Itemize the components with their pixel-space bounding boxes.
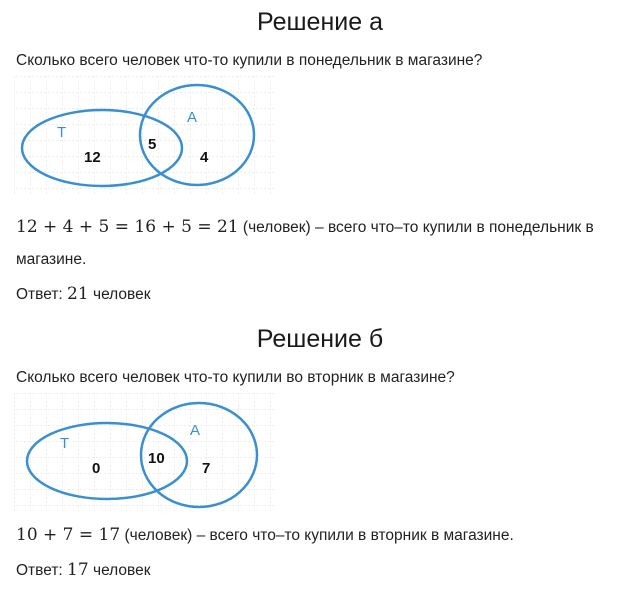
calculation-a-continued: магазине. bbox=[16, 251, 87, 268]
answer-b-value: 17 bbox=[67, 560, 89, 580]
question-b: Сколько всего человек что-то купили во вторник в магазине? bbox=[16, 369, 455, 386]
answer-b bbox=[16, 560, 150, 580]
calculation-a-math: 12 + 4 + 5 = 16 + 5 = 21 bbox=[16, 217, 239, 237]
calculation-a bbox=[16, 217, 594, 237]
answer-a-label: Ответ: bbox=[16, 286, 68, 303]
set-t-label: Т bbox=[57, 124, 67, 141]
question-a: Сколько всего человек что-то купили в понедельник в магазине? bbox=[16, 52, 483, 69]
a-only-value: 7 bbox=[202, 460, 211, 477]
heading-solution-a: Решение а bbox=[257, 8, 383, 36]
intersection-value: 10 bbox=[148, 450, 165, 467]
answer-a-value: 21 bbox=[67, 284, 89, 304]
set-a-label: А bbox=[190, 422, 201, 439]
calculation-b bbox=[16, 525, 514, 545]
t-only-value: 12 bbox=[84, 149, 101, 166]
t-only-value: 0 bbox=[92, 460, 101, 477]
calculation-b-math: 10 + 7 = 17 bbox=[16, 525, 121, 545]
answer-b-label: Ответ: bbox=[16, 562, 68, 579]
answer-b-unit: человек bbox=[88, 562, 151, 579]
answer-a-unit: человек bbox=[88, 286, 151, 303]
a-only-value: 4 bbox=[200, 149, 209, 166]
set-t-label: Т bbox=[60, 435, 70, 452]
calculation-a-text: (человек) – всего что–то купили в понедельник в bbox=[238, 219, 594, 236]
calculation-b-text: (человек) – всего что–то купили в вторник в магазине. bbox=[120, 527, 514, 544]
heading-solution-b: Решение б bbox=[256, 325, 384, 353]
venn-diagram-a bbox=[14, 76, 274, 196]
answer-a bbox=[16, 284, 150, 304]
intersection-value: 5 bbox=[148, 136, 157, 153]
set-a-label: А bbox=[187, 109, 198, 126]
venn-diagram-b bbox=[14, 393, 274, 513]
